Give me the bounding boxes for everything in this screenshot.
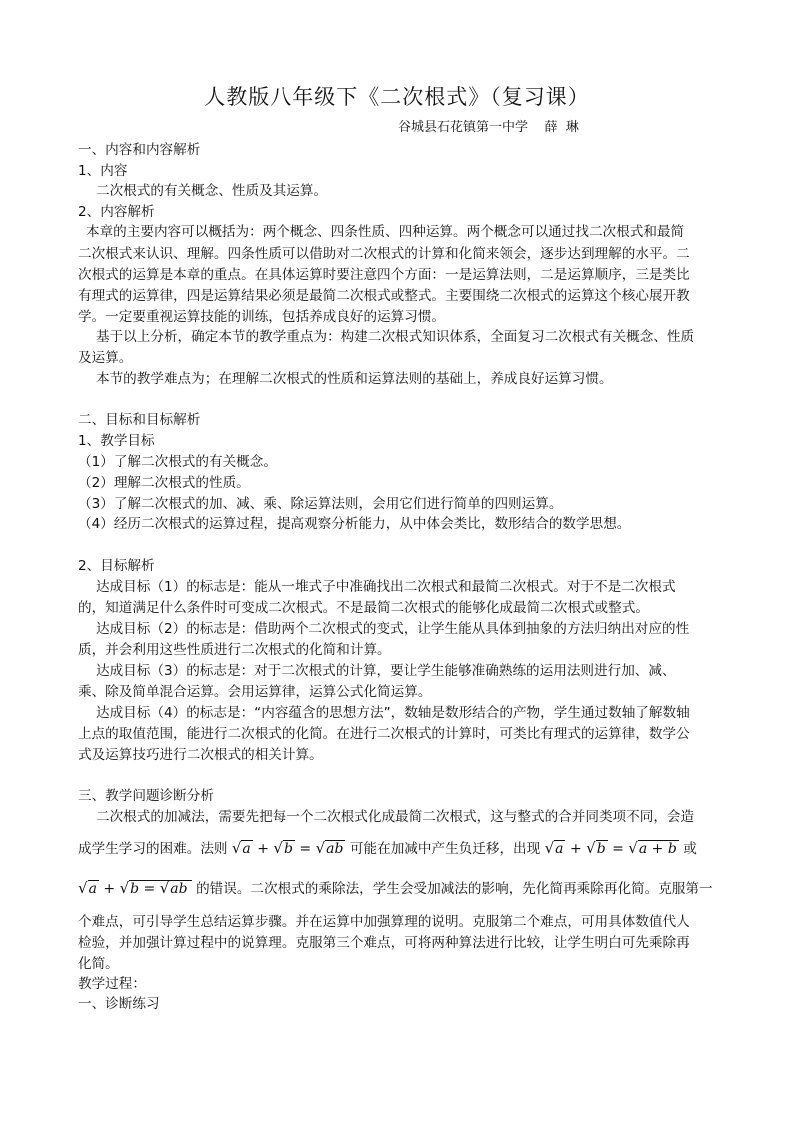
paragraph-line: 本章的主要内容可以概括为：两个概念、四条性质、四种运算。两个概念可以通过找二次根式和最简 [86,224,685,240]
paragraph-line: 学。一定要重视运算技能的训练，包括养成良好的运算习惯。 [78,309,446,325]
paragraph-line: 式及运算技巧进行二次根式的相关计算。 [78,747,323,763]
paragraph-line: 二次根式的加减法，需要先把每一个二次根式化成最简二次根式，这与整式的合并同类项不同，会造 [96,809,695,825]
document-title: 人教版八年级下《二次根式》（复习课） [204,85,590,109]
teaching-process-label: 教学过程： [78,976,146,992]
paragraph-line: 二次根式来认识、理解。四条性质可以借助对二次根式的计算和化简来领会，逐步达到理解的水平。二 [78,246,690,262]
formula-nested-sqrt: √a + √b = √ab [78,881,196,897]
paragraph-line-with-formula [78,834,718,862]
sqrt-ab: √ab [315,839,344,857]
text-span: 的错误。二次根式的乘除法，学生会受加减法的影响，先化简再乘除再化简。克服第一 [196,881,713,897]
paragraph-line: 上点的取值范围，能进行二次根式的化简。在进行二次根式的计算时，可类比有理式的运算律，数学公 [78,726,690,742]
goal-item: （2）理解二次根式的性质。 [78,475,250,491]
text-span: 或 [683,841,697,857]
paragraph-line: 达成目标（2）的标志是：借助两个二次根式的变式，让学生能从具体到抽象的方法归纳出对应的性 [96,621,690,637]
paragraph-line: 的，知道满足什么条件时可变成二次根式。不是最简二次根式的能够化成最简二次根式或整式。 [78,600,649,616]
formula-sqrt-a-plus-sqrt-b-eq-sqrt-a-plus-b: √a + √b = √a + b [545,841,684,857]
author-line: 谷城县石花镇第一中学 薛 琳 [398,120,579,135]
paragraph-line: 基于以上分析，确定本节的教学重点为：构建二次根式知识体系，全面复习二次根式有关概念、性质 [96,329,695,345]
sqrt-outer: √b = √ab [120,874,192,903]
section-heading-3: 三、教学问题诊断分析 [78,788,214,804]
subheading-content: 1、内容 [78,163,128,179]
section-heading-1: 一、内容和内容解析 [78,142,201,158]
paragraph-line: 检验，并加强计算过程中的说算理。克服第三个难点，可将两种算法进行比较，让学生明白可先乘除再 [78,935,690,951]
paragraph-line: 质，并会利用这些性质进行二次根式的化简和计算。 [78,642,391,658]
section-heading-2: 二、目标和目标解析 [78,412,201,428]
goal-item: （3）了解二次根式的加、减、乘、除运算法则，会用它们进行简单的四则运算。 [78,496,563,512]
paragraph-line: 个难点，可引导学生总结运算步骤。并在运算中加强算理的说明。克服第二个难点，可用具体数值代人 [78,914,690,930]
paragraph-line: 达成目标（3）的标志是：对于二次根式的计算，要让学生能够准确熟练的运用法则进行加、减、 [96,663,676,679]
goal-item: （4）经历二次根式的运算过程，提高观察分析能力，从中体会类比，数形结合的数学思想。 [78,516,631,532]
paragraph-line: 达成目标（4）的标志是：“内容蕴含的思想方法”，数轴是数形结合的产物，学生通过数轴了解数轴 [96,705,690,721]
sqrt-b: √b [273,839,293,857]
paragraph-line-with-formula [78,874,718,902]
paragraph-line: 本节的教学难点为；在理解二次根式的性质和运算法则的基础上，养成良好运算习惯。 [96,371,613,387]
paragraph-line: 达成目标（1）的标志是：能从一堆式子中准确找出二次根式和最简二次根式。对于不是二次根式 [96,579,676,595]
sqrt-ab: √ab [159,879,188,897]
paragraph-line: 次根式的运算是本章的重点。在具体运算时要注意四个方面：一是运算法则，二是运算顺序，三是类比 [78,267,690,283]
sqrt-a: √a [78,879,97,897]
subheading-goal-analysis: 2、目标解析 [78,558,155,574]
subheading-goals: 1、教学目标 [78,433,155,449]
paragraph-line: 乘、除及简单混合运算。会用运算律，运算公式化简运算。 [78,684,432,700]
text-span: 成学生学习的困难。法则 [78,841,228,857]
section-heading-practice: 一、诊断练习 [78,996,160,1012]
sqrt-a-plus-b: √a + b [628,839,677,857]
formula-sqrt-a-plus-sqrt-b-eq-sqrt-ab: √a + √b = √ab [232,841,350,857]
text-span: 可能在加减中产生负迁移，出现 [349,841,541,857]
paragraph-line: 化简。 [78,956,119,972]
content-text: 二次根式的有关概念、性质及其运算。 [96,183,328,199]
subheading-analysis: 2、内容解析 [78,204,155,220]
paragraph-line: 有理式的运算律，四是运算结果必须是最简二次根式或整式。主要围绕二次根式的运算这个核心展开教 [78,288,690,304]
sqrt-a: √a [544,839,564,857]
sqrt-b: √b [586,839,606,857]
paragraph-line: 及运算。 [78,350,133,366]
goal-item: （1）了解二次根式的有关概念。 [78,454,277,470]
sqrt-a: √a [231,839,251,857]
